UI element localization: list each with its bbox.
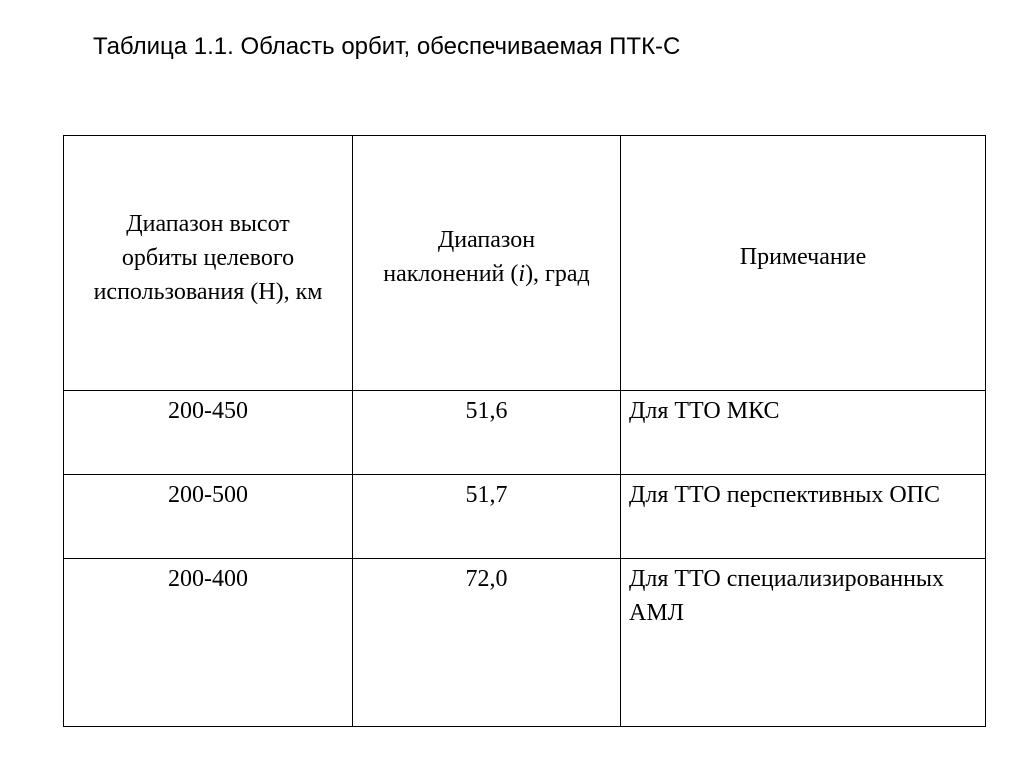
cell-inclination: 51,7 bbox=[353, 475, 621, 559]
table-row bbox=[64, 391, 986, 475]
header-inclination-line1: Диапазон bbox=[437, 227, 536, 253]
cell-note: Для ТТО перспективных ОПС bbox=[621, 475, 986, 559]
header-altitude-line3: использования (Н), км bbox=[93, 279, 323, 305]
header-inclination-range bbox=[353, 136, 621, 391]
cell-altitude: 200-500 bbox=[64, 475, 353, 559]
cell-altitude: 200-450 bbox=[64, 391, 353, 475]
header-note: Примечание bbox=[621, 136, 986, 391]
table-row bbox=[64, 475, 986, 559]
header-inclination-line2 bbox=[383, 257, 590, 291]
header-altitude-range bbox=[64, 136, 353, 391]
cell-note: Для ТТО МКС bbox=[621, 391, 986, 475]
inclination-symbol: i bbox=[518, 261, 526, 287]
header-altitude-line2: орбиты целевого bbox=[121, 245, 295, 271]
table-caption: Таблица 1.1. Область орбит, обеспечиваемая ПТК-С bbox=[93, 33, 681, 60]
cell-inclination: 72,0 bbox=[353, 559, 621, 727]
header-altitude-line1: Диапазон высот bbox=[126, 211, 290, 237]
header-inclination-line2-pre: наклонений ( bbox=[383, 261, 519, 287]
cell-altitude: 200-400 bbox=[64, 559, 353, 727]
cell-note: Для ТТО специализированных АМЛ bbox=[621, 559, 986, 727]
table-row bbox=[64, 559, 986, 727]
header-inclination-line2-post: ), град bbox=[525, 261, 590, 287]
orbit-range-table bbox=[63, 135, 986, 727]
table-header-row bbox=[64, 136, 986, 391]
cell-inclination: 51,6 bbox=[353, 391, 621, 475]
